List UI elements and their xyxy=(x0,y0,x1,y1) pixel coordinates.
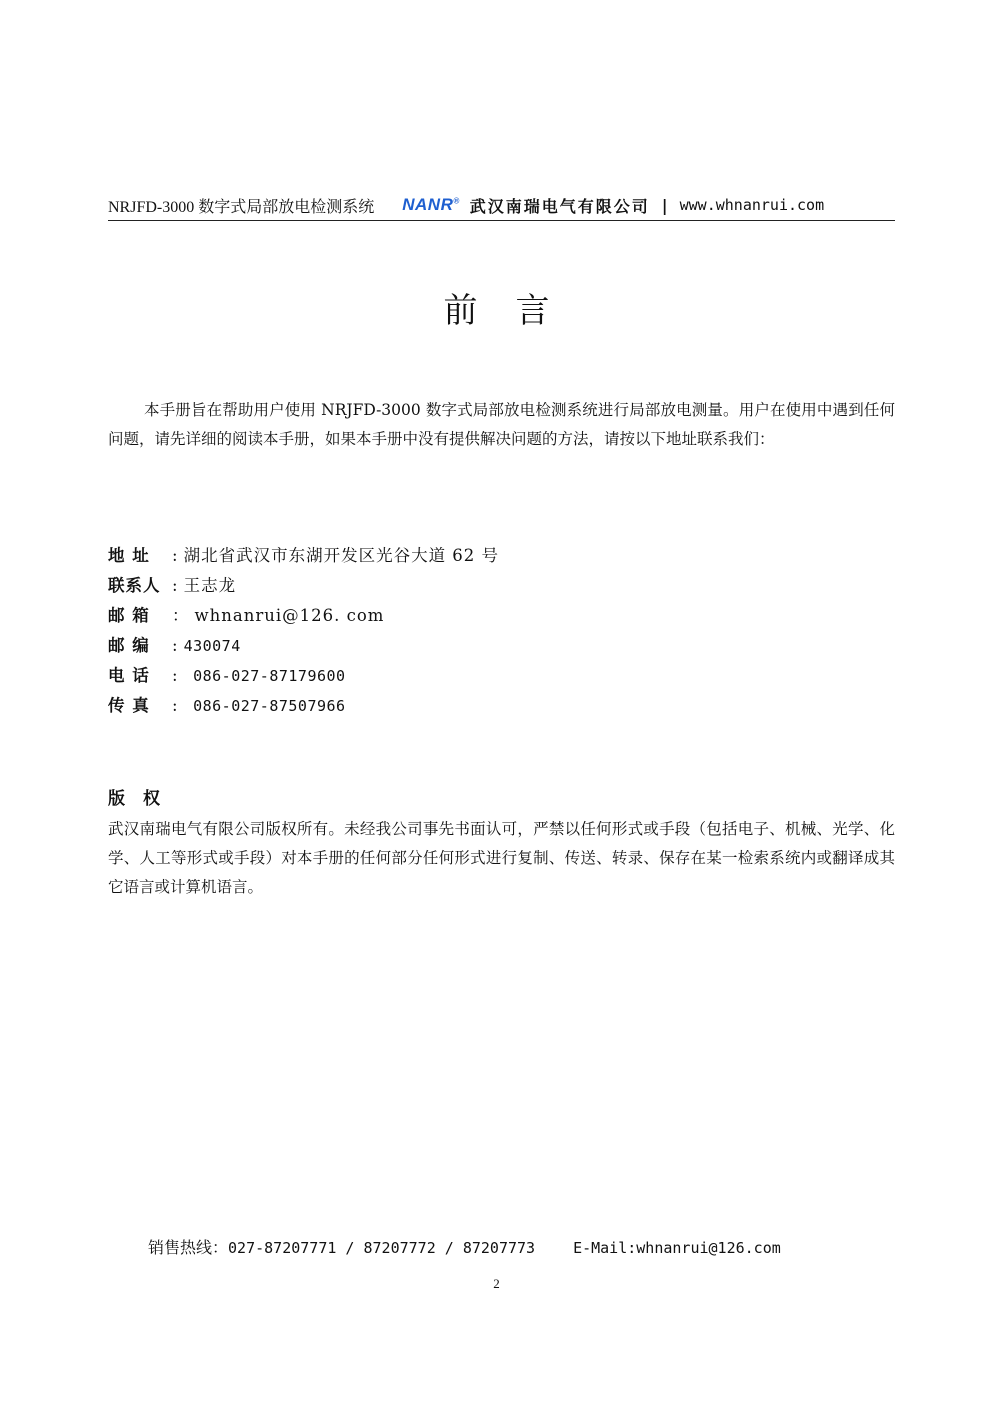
header-company-name: 武汉南瑞电气有限公司 xyxy=(469,196,650,216)
intro-paragraph: 本手册旨在帮助用户使用 NRJFD-3000 数字式局部放电检测系统进行局部放电测量。用户在使用中遇到任何问题，请先详细的阅读本手册，如果本手册中没有提供解决问题的方法，请按以下地址联系我们： xyxy=(108,401,895,448)
copyright-heading: 版权 xyxy=(108,789,178,809)
page-number: 2 xyxy=(493,1276,500,1291)
contact-phone: 电 话 : 086-027-87179600 xyxy=(108,661,895,691)
contact-value: 086-027-87507966 xyxy=(183,697,346,715)
contact-label: 地 址 xyxy=(108,546,150,565)
contact-label: 联系人 xyxy=(108,576,161,595)
brand-logo xyxy=(402,195,460,215)
footer-email-link[interactable]: E-Mail:whnanrui@126.com xyxy=(573,1239,781,1257)
contact-value: 王志龙 xyxy=(183,576,237,595)
brand-logo-text: NANR xyxy=(402,195,454,214)
contact-label: 传 真 xyxy=(108,696,150,715)
contact-fax: 传 真 : 086-027-87507966 xyxy=(108,691,895,721)
header-website-link[interactable]: www.whnanrui.com xyxy=(679,196,825,214)
contact-postcode: 邮 编 : 430074 xyxy=(108,631,895,661)
contact-address: 地 址 : 湖北省武汉市东湖开发区光谷大道 62 号 xyxy=(108,541,895,571)
contact-email-link[interactable]: whnanrui@126. com xyxy=(194,606,385,625)
header-product-name: NRJFD-3000 数字式局部放电检测系统 xyxy=(108,198,375,216)
hotline-numbers: 027-87207771 / 87207772 / 87207773 xyxy=(228,1239,536,1257)
page-title: 前言 xyxy=(443,291,588,331)
contact-label: 邮 编 xyxy=(108,636,150,655)
header-separator: | xyxy=(661,195,668,215)
contact-person: 联系人 : 王志龙 xyxy=(108,571,895,601)
contact-value: 430074 xyxy=(183,637,241,655)
hotline-label: 销售热线： xyxy=(148,1238,229,1257)
page-header xyxy=(108,190,895,221)
contact-list xyxy=(108,541,895,721)
contact-email: 邮 箱 ： whnanrui@126. com xyxy=(108,601,895,631)
contact-label: 电 话 xyxy=(108,666,150,685)
page-footer xyxy=(148,1235,781,1258)
copyright-paragraph: 武汉南瑞电气有限公司版权所有。未经我公司事先书面认可，严禁以任何形式或手段（包括电子、机械、光学、化学、人工等形式或手段）对本手册的任何部分任何形式进行复制、传送、转录、保存在某一检索系统内或翻译成其它语言或计算机语言。 xyxy=(108,820,895,896)
contact-value: 086-027-87179600 xyxy=(183,667,346,685)
contact-label: 邮 箱 xyxy=(108,606,150,625)
contact-value: 湖北省武汉市东湖开发区光谷大道 62 号 xyxy=(183,546,500,565)
registered-mark: ® xyxy=(453,196,460,206)
